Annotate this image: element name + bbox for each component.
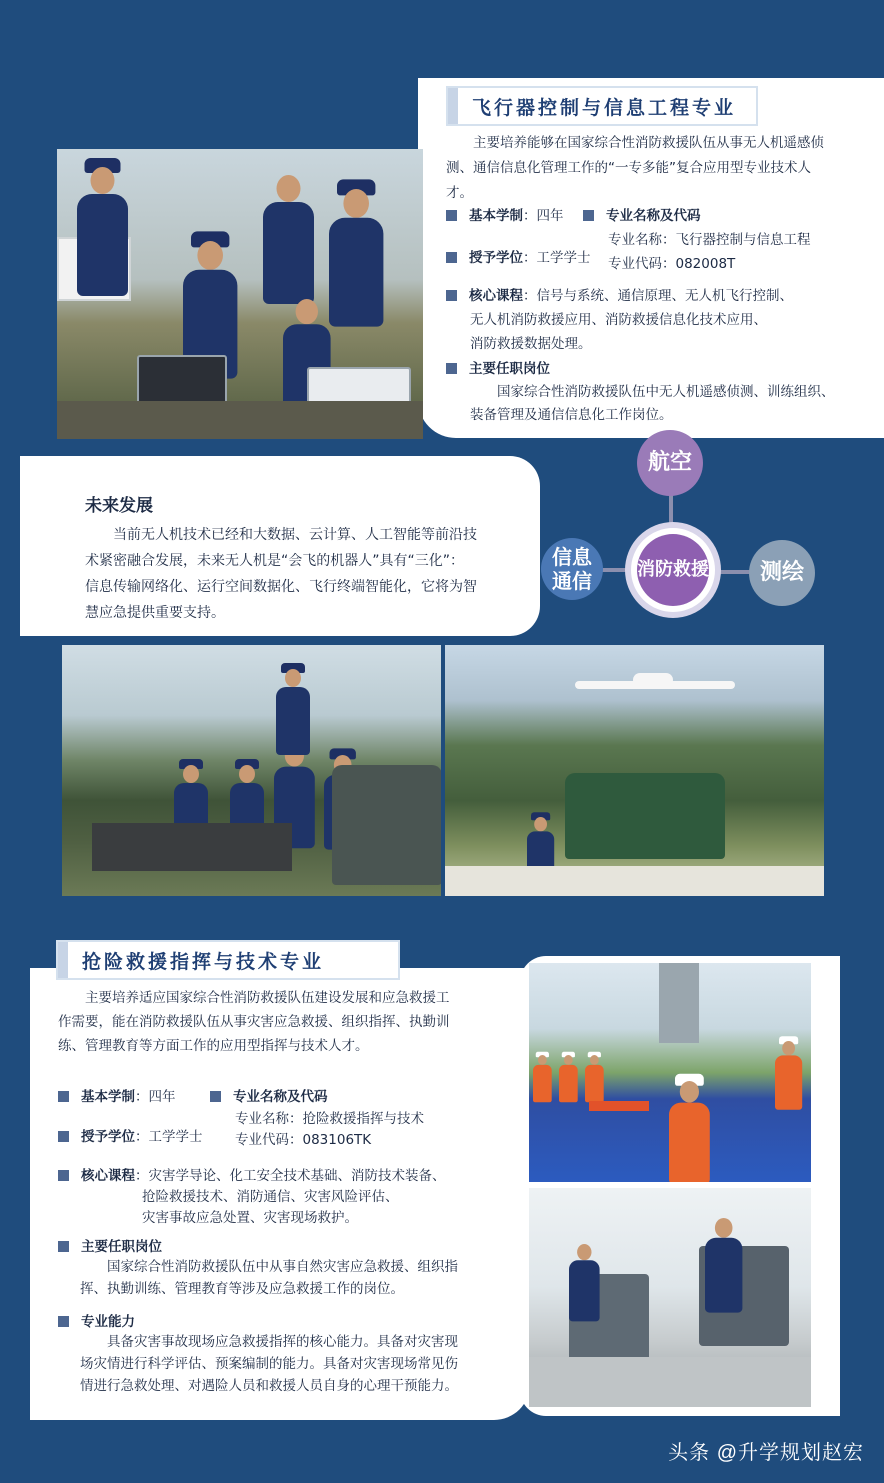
officer-figure — [329, 189, 383, 327]
degree-value: ：工学学士 — [135, 1129, 203, 1145]
code-label: 专业名称及代码 — [606, 208, 701, 224]
section2-duration — [58, 1086, 176, 1108]
square-bullet-icon — [58, 1131, 69, 1142]
duration-value: ：四年 — [135, 1089, 176, 1105]
section2-courses — [58, 1165, 446, 1187]
courses-line3: 灾害事故应急处置、灾害现场救护。 — [142, 1210, 358, 1226]
officer-figure — [569, 1244, 600, 1321]
degree-label: 授予学位 — [81, 1129, 135, 1145]
road — [445, 866, 824, 896]
building — [659, 963, 699, 1043]
square-bullet-icon — [58, 1316, 69, 1327]
diagram-information: 信息通信 — [541, 538, 603, 600]
diagram-center: 消防救援 — [625, 522, 721, 618]
square-bullet-icon — [58, 1091, 69, 1102]
jobs-label: 主要任职岗位 — [469, 361, 550, 377]
courses-line3: 消防救援数据处理。 — [470, 336, 592, 352]
future-text: 当前无人机技术已经和大数据、云计算、人工智能等前沿技术紧密融合发展，未来无人机是“会飞的机器人”具有“三化”：信息传输网络化、运行空间数据化、飞行终端智能化，它将为智慧应急提供重要支持。 — [85, 527, 477, 621]
officer-figure — [263, 175, 314, 304]
section1-duration — [446, 205, 564, 227]
section2-jobs — [58, 1236, 162, 1258]
watermark: 头条 @升学规划赵宏 — [668, 1442, 864, 1464]
courses-label: 核心课程 — [469, 288, 523, 304]
section1-major-name: 专业名称：飞行器控制与信息工程 — [608, 232, 811, 248]
courses-line2: 无人机消防救援应用、消防救援信息化技术应用、 — [470, 312, 767, 328]
floor — [529, 1357, 811, 1407]
stretcher — [589, 1101, 649, 1111]
drone-body — [633, 673, 673, 687]
section1-degree — [446, 247, 591, 269]
camo-table — [57, 401, 423, 439]
photo-drone-team — [57, 149, 423, 439]
section2-jobs-text: 国家综合性消防救援队伍中从事自然灾害应急救援、组织指挥、执勤训练、管理教育等涉及应急救援工作的岗位。 — [80, 1259, 458, 1297]
vehicle — [332, 765, 441, 885]
vehicle — [565, 773, 725, 859]
courses-line1: ：灾害学导论、化工安全技术基础、消防技术装备、 — [135, 1168, 446, 1184]
square-bullet-icon — [446, 363, 457, 374]
square-bullet-icon — [446, 252, 457, 263]
photo-drone-vehicle — [445, 645, 824, 896]
section2-major-name: 专业名称：抢险救援指挥与技术 — [235, 1111, 424, 1127]
rescuer-figure — [775, 1041, 802, 1110]
section1-title-banner — [448, 88, 756, 124]
section1-intro: 主要培养能够在国家综合性消防救援队伍从事无人机遥感侦测、通信信息化管理工作的“一专多能”复合应用型专业技术人才。 — [446, 135, 824, 201]
section2-code — [210, 1086, 328, 1108]
section2-intro: 主要培养适应国家综合性消防救援队伍建设发展和应急救援工作需要，能在消防救援队伍从事灾害应急救援、组织指挥、执勤训练、管理教育等方面工作的应用型指挥与技术人才。 — [58, 990, 450, 1054]
duration-label: 基本学制 — [469, 208, 523, 224]
section2-title: 抢险救援指挥与技术专业 — [58, 942, 398, 978]
section1-jobs-text: 国家综合性消防救援队伍中无人机遥感侦测、训练组织、装备管理及通信信息化工作岗位。 — [470, 384, 835, 423]
rescuer-figure — [533, 1055, 552, 1102]
courses-label: 核心课程 — [81, 1168, 135, 1184]
degree-value: ：工学学士 — [523, 250, 591, 266]
section2-degree — [58, 1126, 203, 1148]
rescuer-figure — [559, 1055, 578, 1102]
square-bullet-icon — [583, 210, 594, 221]
section1-title: 飞行器控制与信息工程专业 — [448, 88, 756, 124]
degree-label: 授予学位 — [469, 250, 523, 266]
rescuer-figure — [669, 1081, 710, 1182]
diagram-aviation: 航空 — [637, 430, 703, 496]
square-bullet-icon — [446, 210, 457, 221]
courses-line2: 抢险救援技术、消防通信、灾害风险评估、 — [142, 1189, 399, 1205]
control-station — [92, 823, 292, 871]
section1-courses — [446, 285, 793, 307]
square-bullet-icon — [58, 1170, 69, 1181]
connector-left — [600, 568, 628, 572]
officer-figure — [77, 167, 128, 296]
section1-major-code: 专业代码：082008T — [608, 256, 736, 272]
jobs-label: 主要任职岗位 — [81, 1239, 162, 1255]
section2-major-code: 专业代码：083106TK — [235, 1132, 372, 1148]
courses-line1: ：信号与系统、通信原理、无人机飞行控制、 — [523, 288, 793, 304]
section2-ability-text: 具备灾害事故现场应急救援指挥的核心能力。具备对灾害现场灾情进行科学评估、预案编制的能力。具备对灾害现场常见伤情进行急救处理、对遇险人员和救援人员自身的心理干预能力。 — [80, 1334, 458, 1394]
duration-label: 基本学制 — [81, 1089, 135, 1105]
photo-rescue-training — [529, 963, 811, 1182]
section1-code — [583, 205, 701, 227]
officer-figure — [276, 669, 310, 755]
square-bullet-icon — [446, 290, 457, 301]
connector-right — [718, 570, 752, 574]
future-title: 未来发展 — [85, 496, 153, 516]
square-bullet-icon — [210, 1091, 221, 1102]
ability-label: 专业能力 — [81, 1314, 135, 1330]
diagram-surveying: 测绘 — [749, 540, 815, 606]
section1-jobs — [446, 358, 550, 380]
rescuer-figure — [585, 1055, 604, 1102]
section2-title-banner — [58, 942, 398, 978]
code-label: 专业名称及代码 — [233, 1089, 328, 1105]
section2-ability — [58, 1311, 135, 1333]
square-bullet-icon — [58, 1241, 69, 1252]
photo-simulator-lab — [529, 1188, 811, 1407]
photo-drone-launch — [62, 645, 441, 896]
duration-value: ：四年 — [523, 208, 564, 224]
officer-figure — [705, 1218, 742, 1313]
